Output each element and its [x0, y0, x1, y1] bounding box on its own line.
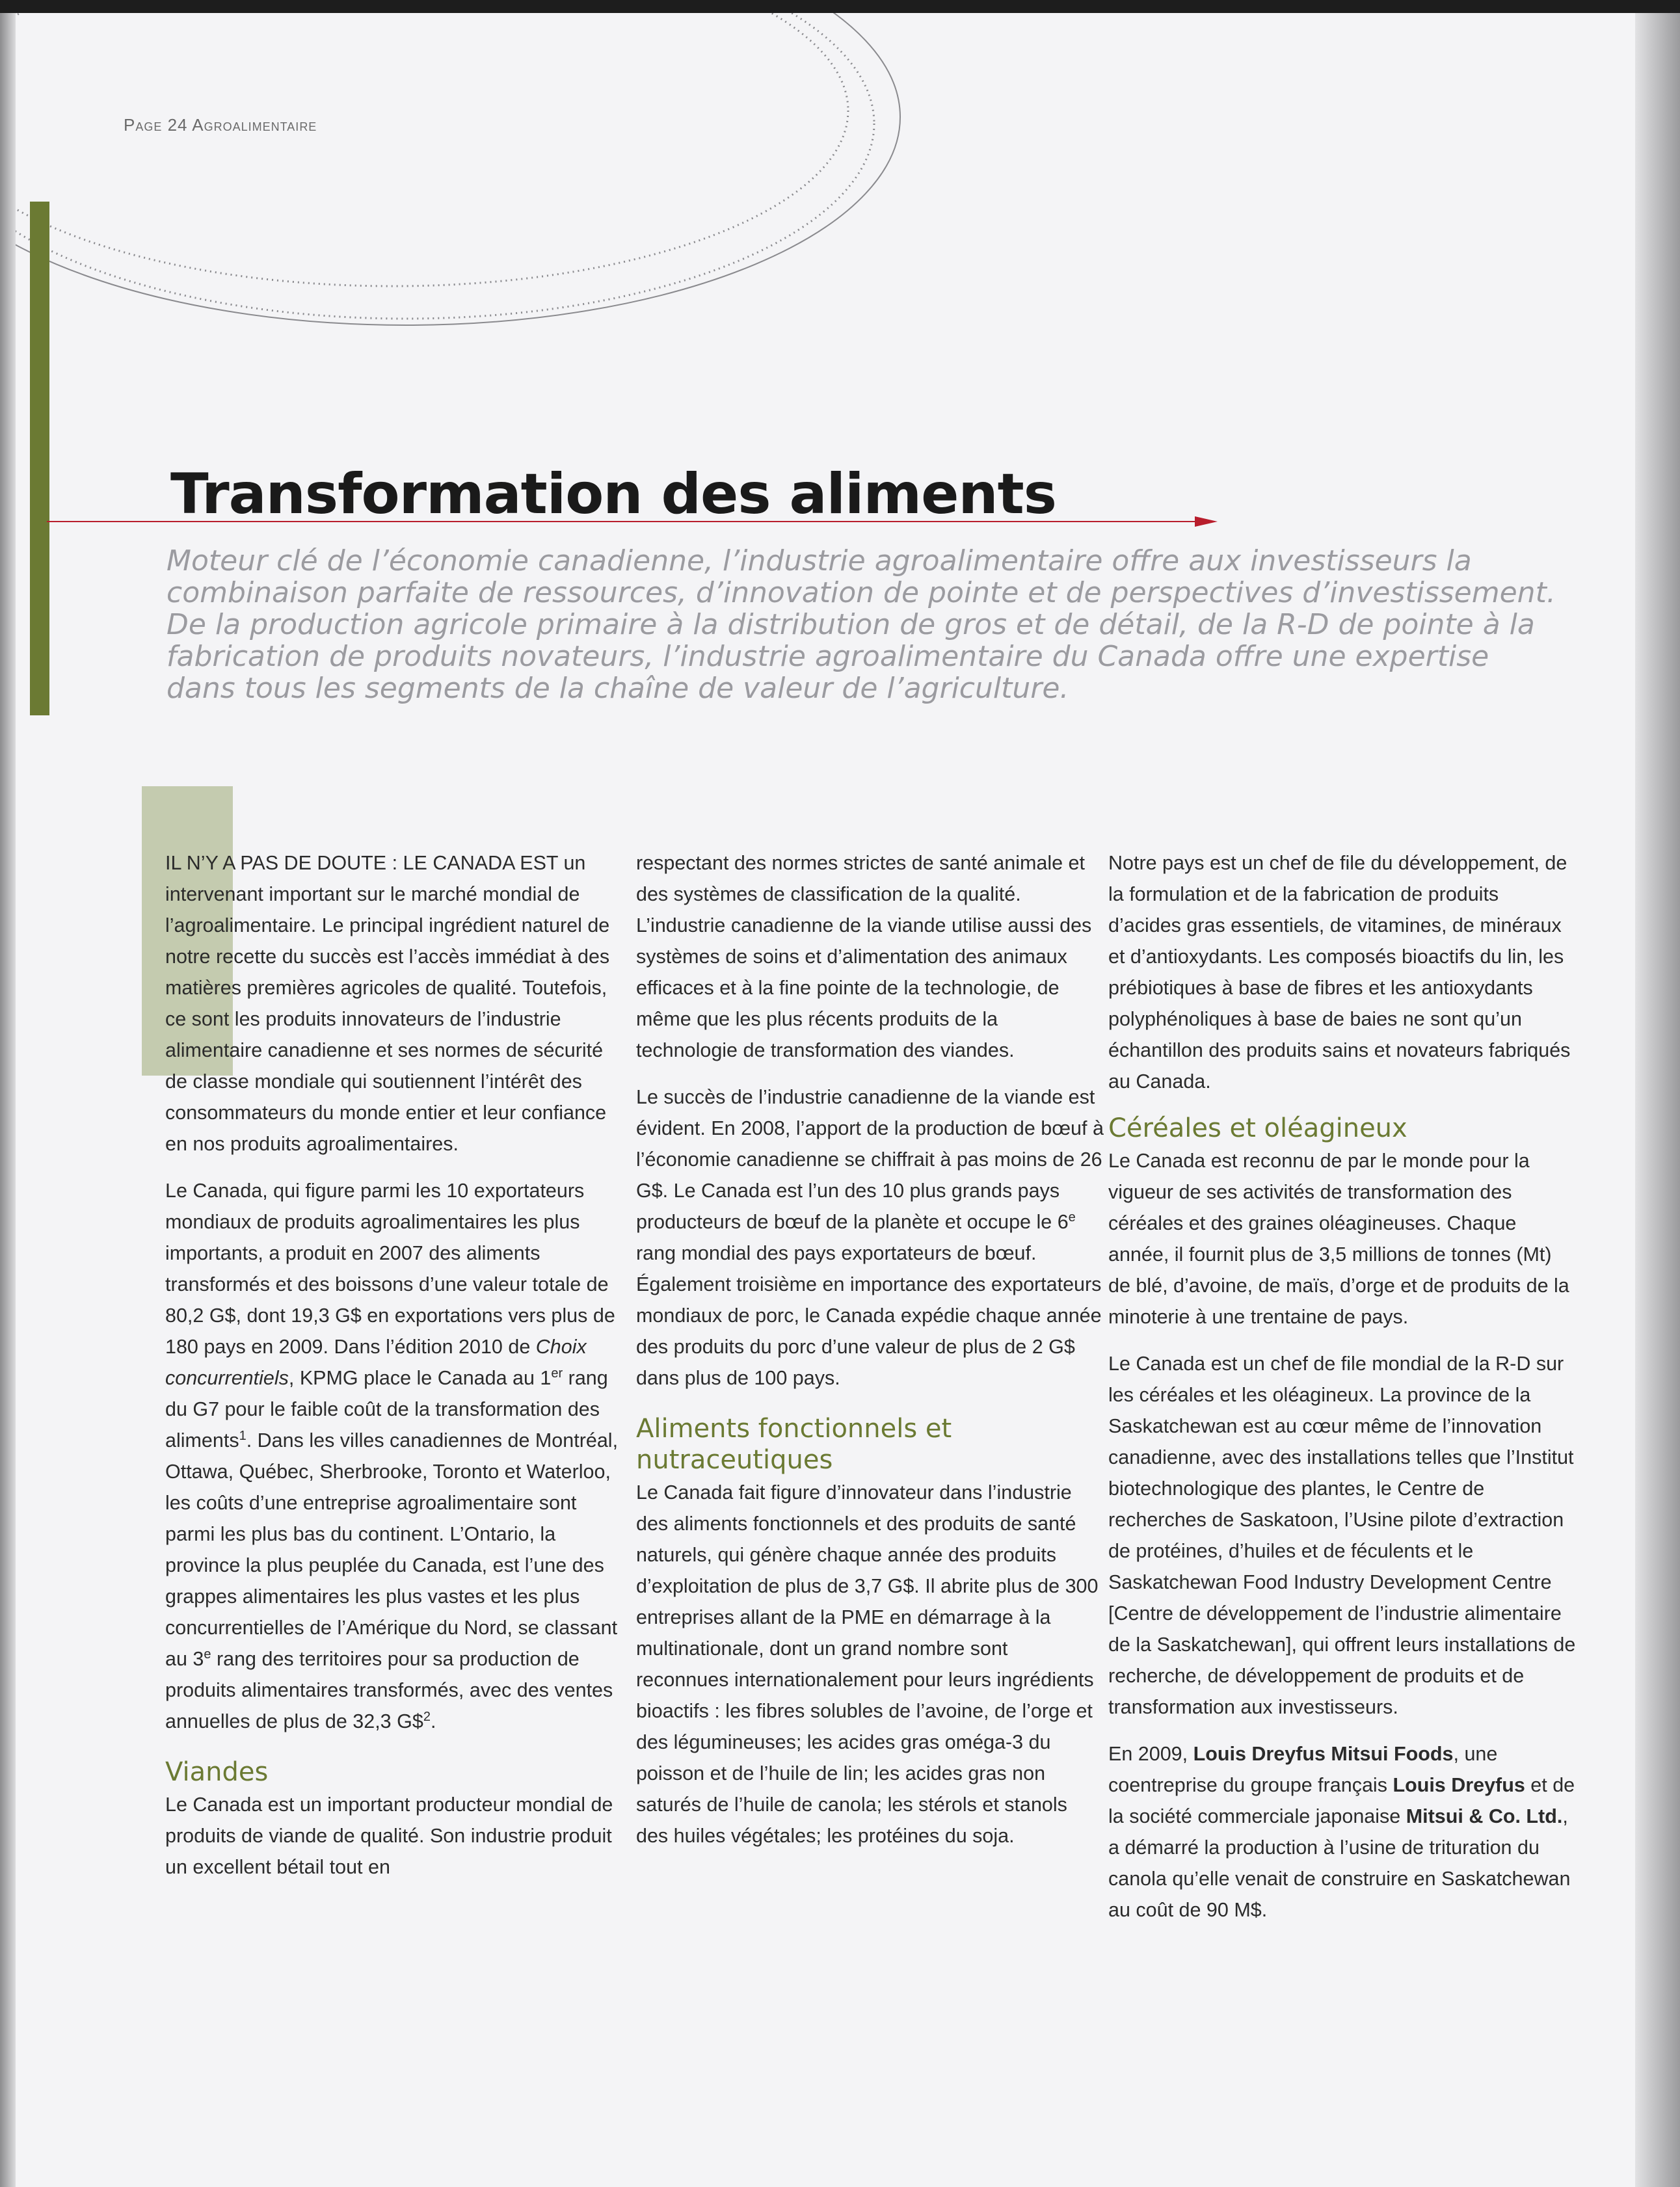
paragraph: Le Canada est un chef de file mondial de la R-D sur les céréales et les oléagineux. La province de la Saskatchewan est au cœur même de l’innovation canadienne, avec des installations telles que l’Institut biotechnologique des plantes, le Centre de recherches de Saskatoon, l’Usine pilote d’extraction de protéines, d’huiles et de féculents et le Saskatchewan Food Industry Development Centre [Centre de développement de l’industrie alimentaire de la Saskatchewan], qui offrent leurs installations de recherche, de développement de produits et de transformation aux investisseurs.: [1108, 1353, 1576, 1718]
paragraph: Le Canada est reconnu de par le monde pour la vigueur de ses activités de transformation des céréales et des graines oléagineuses. Chaque année, il fournit plus de 3,5 millions de tonnes (Mt) de blé, d’avoine, de maïs, d’orge et de produits de la minoterie à une trentaine de pays.: [1108, 1150, 1569, 1328]
paragraph: respectant des normes strictes de santé animale et des systèmes de classification de la qualité. L’industrie canadienne de la viande utilise aussi des systèmes de soins et d’alimentation des animaux efficaces et à la fine pointe de la technologie, de même que les plus récents produits de la technologie de transformation des viandes.: [636, 852, 1092, 1061]
scan-top-border: [0, 0, 1680, 13]
column-1: [165, 847, 620, 1898]
page-label: Page 24 Agroalimentaire: [124, 115, 317, 135]
paragraph: Le succès de l’industrie canadienne de la viande est évident. En 2008, l’apport de la production de bœuf à l’économie canadienne se chiffrait à pas moins de 26 G$. Le Canada est l’un des 10 plus grands pays producteurs de bœuf de la planète et occupe le 6e rang mondial des pays exportateurs de bœuf. Également troisième en importance des exportateurs mondiaux de porc, le Canada expédie chaque année des produits du porc d’une valeur de plus de 2 G$ dans plus de 100 pays.: [636, 1086, 1104, 1389]
decorative-ellipses: [16, 13, 1056, 468]
paragraph: Notre pays est un chef de file du développement, de la formulation et de la fabrication de produits d’acides gras essentiels, de vitamines, de minéraux et d’antioxydants. Les composés bioactifs du lin, les prébiotiques à base de fibres et les antioxydants polyphénoliques à base de baies ne sont qu’un échantillon des produits sains et novateurs fabriqués au Canada.: [1108, 852, 1571, 1093]
column-2: [636, 847, 1104, 1867]
arrow-right-icon: [47, 514, 1218, 529]
paragraph: Le Canada, qui figure parmi les 10 exportateurs mondiaux de produits agroalimentaires les plus importants, a produit en 2007 des aliments transformés et des boissons d’une valeur totale de 80,2 G$, dont 19,3 G$ en exportations vers plus de 180 pays en 2009. Dans l’édition 2010 de Choix concurrentiels, KPMG place le Canada au 1er rang du G7 pour le faible coût de la transformation des aliments$^1$. Dans les villes canadiennes de Montréal, Ottawa, Québec, Sherbrooke, Toronto et Waterloo, les coûts d’une entreprise agroalimentaire sont parmi les plus bas du continent. L’Ontario, la province la plus peuplée du Canada, est l’une des grappes alimentaires les plus vastes et les plus concurrentielles de l’Amérique du Nord, se classant au 3e rang des territoires pour sa production de produits alimentaires transformés, avec des ventes annuelles de plus de 32,3 G\$$^2$.: [165, 1180, 619, 1732]
scan-left-edge: [0, 13, 16, 2187]
paragraph: Le Canada fait figure d’innovateur dans l’industrie des aliments fonctionnels et des produits de santé naturels, qui génère chaque année des produits d’exploitation de plus de 3,7 G$. Il abrite plus de 300 entreprises allant de la PME en démarrage à la multinationale, dont un grand nombre sont reconnues internationalement pour leurs ingrédients bioactifs : les fibres solubles de l’avoine, de l’orge et des légumineuses; les acides gras oméga-3 du poisson et de l’huile de lin; les acides gras non saturés de l’huile de canola; les stérols et stanols des huiles végétales; les protéines du soja.: [636, 1481, 1099, 1847]
accent-side-bar: [30, 202, 49, 715]
section-heading-cereales: Céréales et oléagineux: [1108, 1113, 1407, 1143]
article-title: Transformation des aliments: [170, 462, 1056, 527]
section-heading-aliments-fonctionnels: Aliments fonctionnels et nutraceutiques: [636, 1414, 952, 1475]
paragraph: IL N’Y A PAS DE DOUTE : LE CANADA EST un intervenant important sur le marché mondial de l’agroalimentaire. Le principal ingrédient naturel de notre recette du succès est l’accès immédiat à des matières premières agricoles de qualité. Toutefois, ce sont les produits innovateurs de l’industrie alimentaire canadienne et ses normes de sécurité de classe mondiale qui soutiennent l’intérêt des consommateurs du monde entier et leur confiance en nos produits agroalimentaires.: [165, 852, 610, 1155]
scan-right-edge: [1635, 13, 1680, 2187]
footnote-ref: 1: [239, 1428, 247, 1443]
footnote-ref: 2: [423, 1709, 431, 1724]
magazine-page: [16, 13, 1635, 2187]
article-intro: Moteur clé de l’économie canadienne, l’industrie agroalimentaire offre aux investisseurs la combinaison parfaite de ressources, d’innovation de pointe et de perspectives d’investissement. De la production agricole primaire à la distribution de gros et de détail, de la R-D de pointe à la fabrication de produits novateurs, l’industrie agroalimentaire du Canada offre une expertise dans tous les segments de la chaîne de valeur de l’agriculture.: [167, 544, 1556, 705]
paragraph: Le Canada est un important producteur mondial de produits de viande de qualité. Son industrie produit un excellent bétail tout en: [165, 1794, 613, 1878]
section-heading-viandes: Viandes: [165, 1757, 269, 1787]
paragraph: En 2009, Louis Dreyfus Mitsui Foods, une coentreprise du groupe français Louis Dreyfus et de la société commerciale japonaise Mitsui & Co. Ltd., a démarré la production à l’usine de trituration du canola qu’elle venait de construire en Saskatchewan au coût de 90 M$.: [1108, 1743, 1575, 1921]
column-3: [1108, 847, 1577, 1941]
